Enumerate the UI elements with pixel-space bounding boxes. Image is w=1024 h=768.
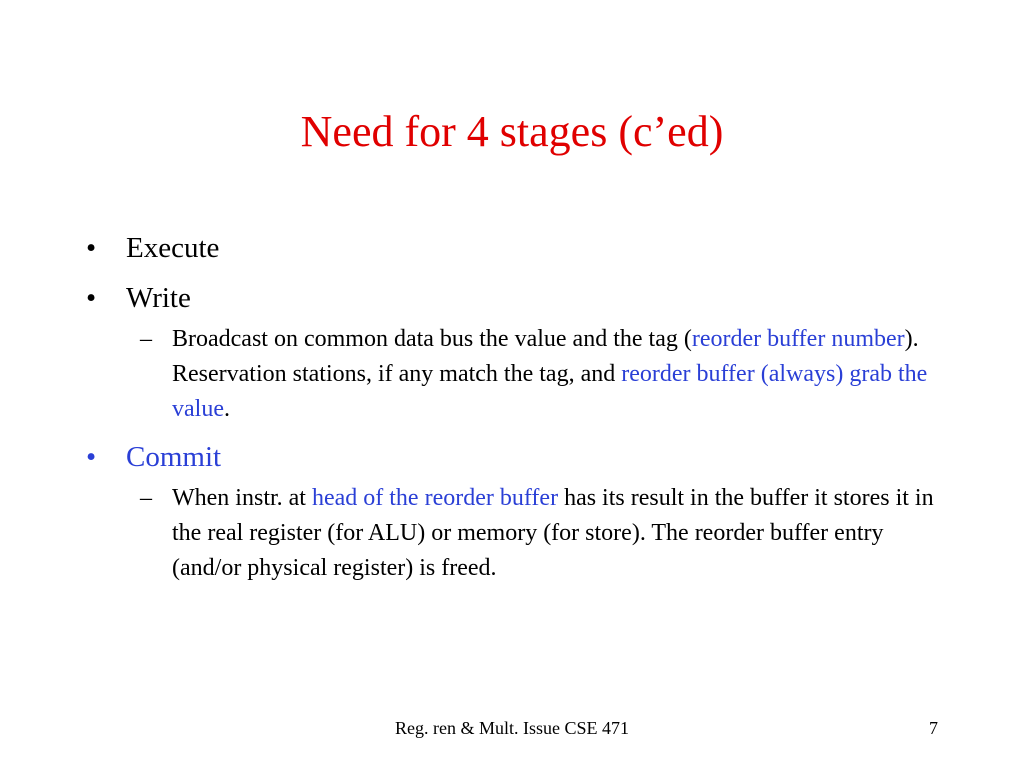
- sub-bullet-commit: [140, 481, 946, 586]
- sub-bullet-text-part: .: [223, 396, 230, 422]
- sub-bullet-text-part: When instr. at: [172, 485, 312, 511]
- bullet-text: Write: [126, 282, 191, 314]
- bullet-commit: [86, 437, 946, 477]
- dash-symbol: –: [140, 485, 152, 511]
- footer-text: Reg. ren & Mult. Issue CSE 471: [395, 718, 629, 738]
- bullet-text: Execute: [126, 232, 220, 264]
- bullet-write: [86, 278, 946, 318]
- bullet-execute: [86, 228, 946, 268]
- highlight-text: head of the reorder buffer: [311, 485, 559, 511]
- sub-bullet-write: [140, 322, 946, 427]
- highlight-text: reorder buffer number: [691, 326, 905, 352]
- slide-title: Need for 4 stages (c’ed): [300, 107, 724, 156]
- highlight-text: reorder buffer (always) grab the value: [172, 361, 928, 422]
- sub-bullet-text-part: Broadcast on common data bus the value and the tag (: [172, 326, 692, 352]
- sub-bullet-text-part: ). Reservation stations, if any match the tag, and: [172, 326, 919, 387]
- sub-bullet-text-part: has its result in the buffer it stores it in the real register (for ALU) or memory (for store). The reorder buffer entry (and/or physical register) is freed.: [172, 485, 934, 581]
- bullet-symbol: •: [86, 282, 97, 314]
- slide-content: [86, 228, 946, 596]
- bullet-symbol: •: [86, 232, 97, 264]
- page-number: 7: [929, 718, 938, 738]
- bullet-text: Commit: [126, 441, 222, 473]
- bullet-symbol: •: [86, 441, 97, 473]
- dash-symbol: –: [140, 326, 152, 352]
